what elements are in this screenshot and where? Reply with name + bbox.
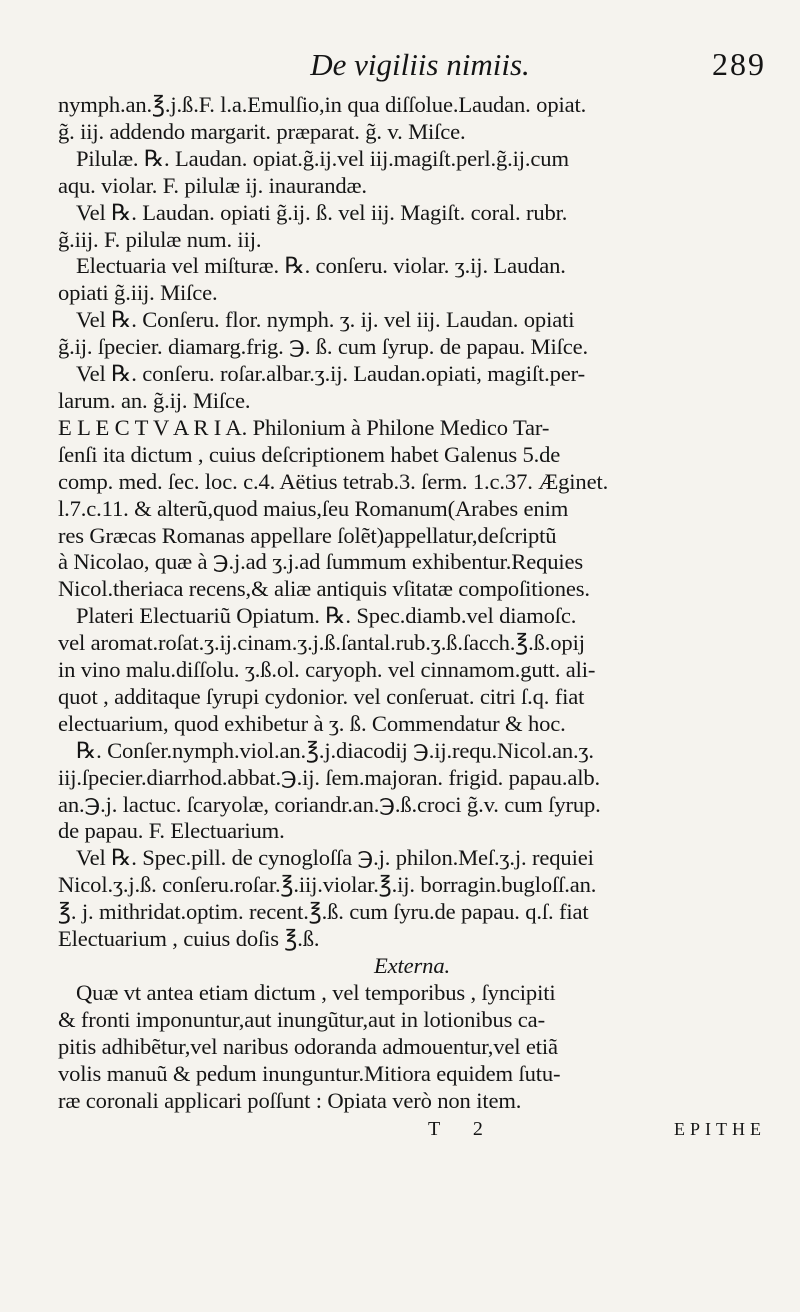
text-line: & fronti imponuntur,aut inungũtur,aut in lotionibus ca- <box>58 1006 545 1032</box>
text-line: de papau. F. Electuarium. <box>58 818 285 844</box>
page-header <box>58 46 766 92</box>
text-line: Quæ vt antea etiam dictum , vel temporibus , ſyncipiti <box>76 979 556 1005</box>
text-line: nymph.an.℥.j.ß.F. l.a.Emulſio,in qua diſſolue.Laudan. opiat. <box>58 92 587 117</box>
body-text <box>58 92 766 1114</box>
text-line: ræ coronali applicari poſſunt : Opiata verò non item. <box>58 1087 522 1113</box>
text-line: vel aromat.roſat.ʒ.ij.cinam.ʒ.j.ß.ſantal.rub.ʒ.ß.ſacch.℥.ß.opij <box>58 630 585 656</box>
page-number: 289 <box>712 46 766 82</box>
text-line: g̃.iij. F. pilulæ num. iij. <box>58 226 262 252</box>
catchword: EPITHE <box>674 1119 766 1140</box>
text-line: res Græcas Romanas appellare ſolẽt)appellatur,deſcriptũ <box>58 522 557 548</box>
text-line: an.℈.j. lactuc. ſcaryolæ, coriandr.an.℈.ß.croci g̃.v. cum ſyrup. <box>58 791 601 817</box>
text-line: iij.ſpecier.diarrhod.abbat.℈.ij. ſem.majoran. frigid. papau.alb. <box>58 764 600 790</box>
text-line: larum. an. g̃.ij. Miſce. <box>58 387 251 413</box>
text-line: opiati g̃.iij. Miſce. <box>58 280 218 306</box>
text-line: Vel ℞. conſeru. roſar.albar.ʒ.ij. Laudan.opiati, magiſt.per- <box>76 361 585 387</box>
text-line: Vel ℞. Conſeru. flor. nymph. ʒ. ij. vel iij. Laudan. opiati <box>76 307 575 333</box>
text-line: comp. med. ſec. loc. c.4. Aëtius tetrab.3. ſerm. 1.c.37. Æginet. <box>58 468 609 494</box>
running-title: De vigiliis nimiis. <box>310 47 530 82</box>
text-line: quot , additaque ſyrupi cydonior. vel conſeruat. citri ſ.q. fiat <box>58 683 585 709</box>
section-heading: Externa. <box>374 953 450 978</box>
text-line: Vel ℞. Spec.pill. de cynogloſſa ℈.j. philon.Meſ.ʒ.j. requiei <box>76 845 594 871</box>
text-line: volis manuũ & pedum inunguntur.Mitiora equidem ſutu- <box>58 1060 561 1086</box>
text-line: pitis adhibẽtur,vel naribus odoranda admouentur,vel etiã <box>58 1033 558 1059</box>
text-line: Nicol.ʒ.j.ß. conſeru.roſar.℥.iij.violar.℥.ij. borragin.bugloſſ.an. <box>58 872 597 898</box>
page-footer <box>58 1118 766 1141</box>
text-line: g̃.ij. ſpecier. diamarg.frig. ℈. ß. cum ſyrup. de papau. Miſce. <box>58 334 588 360</box>
text-line: electuarium, quod exhibetur à ʒ. ß. Commendatur & hoc. <box>58 710 566 736</box>
text-line: in vino malu.diſſolu. ʒ.ß.ol. caryoph. vel cinnamom.gutt. ali- <box>58 657 596 683</box>
text-line: à Nicolao, quæ à ℈.j.ad ʒ.j.ad ſummum exhibentur.Requies <box>58 549 584 575</box>
text-line: Plateri Electuariũ Opiatum. ℞. Spec.diamb.vel diamoſc. <box>76 603 577 629</box>
text-line: ℥. j. mithridat.optim. recent.℥.ß. cum ſyru.de papau. q.ſ. fiat <box>58 899 589 925</box>
text-line: Electuarium , cuius doſis ℥.ß. <box>58 926 320 952</box>
text-line: Vel ℞. Laudan. opiati g̃.ij. ß. vel iij. Magiſt. coral. rubr. <box>76 199 568 225</box>
text-line: l.7.c.11. & alterũ,quod maius,ſeu Romanum(Arabes enim <box>58 495 569 521</box>
text-line: Electuaria vel miſturæ. ℞. conſeru. violar. ʒ.ij. Laudan. <box>76 253 566 279</box>
text-line: Nicol.theriaca recens,& aliæ antiquis vſitatæ compoſitiones. <box>58 576 590 602</box>
signature-mark: T 2 <box>428 1118 497 1141</box>
text-line: ℞. Conſer.nymph.viol.an.℥.j.diacodij ℈.ij.requ.Nicol.an.ʒ. <box>76 737 594 763</box>
text-line: E L E C T V A R I A. Philonium à Philone Medico Tar- <box>58 414 550 440</box>
text-line: aqu. violar. F. pilulæ ij. inaurandæ. <box>58 172 367 198</box>
text-line: g̃. iij. addendo margarit. præparat. g̃. v. Miſce. <box>58 118 466 144</box>
text-line: ſenſi ita dictum , cuius deſcriptionem habet Galenus 5.de <box>58 441 561 467</box>
text-line: Pilulæ. ℞. Laudan. opiat.g̃.ij.vel iij.magiſt.perl.g̃.ij.cum <box>76 145 569 171</box>
